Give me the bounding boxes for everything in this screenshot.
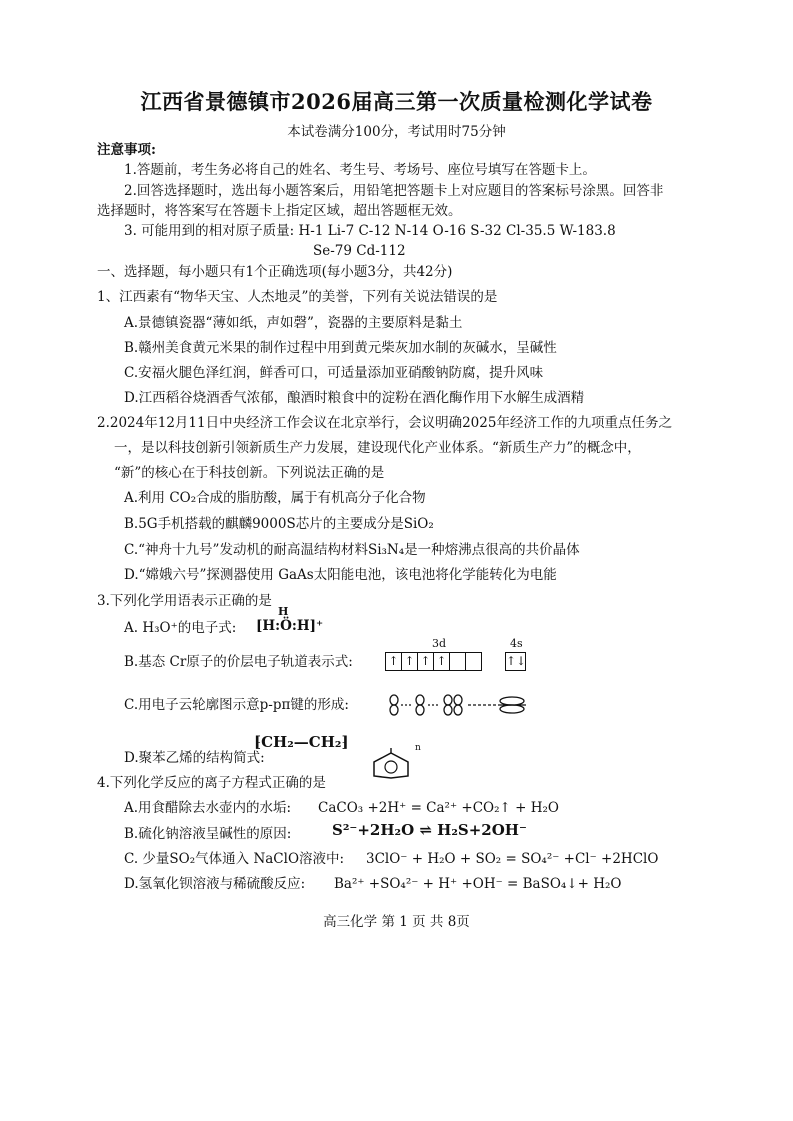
orbital-box	[449, 652, 466, 671]
notes-item-2-line-1: 2.回答选择题时，选出每小题答案后，用铅笔把答题卡上对应题目的答案标号涂黑。回答非	[124, 183, 664, 199]
q3-b-3d-orbitals	[385, 652, 481, 671]
exam-subtitle: 本试卷满分100分，考试用时75分钟	[287, 124, 506, 140]
notes-item-3-line-2: Se-79 Cd-112	[313, 243, 406, 259]
q1-stem: 1、江西素有“物华天宝、人杰地灵”的美誉，下列有关说法错误的是	[97, 289, 498, 305]
orbital-box: ↑	[401, 652, 418, 671]
q4-stem: 4.下列化学反应的离子方程式正确的是	[97, 775, 326, 791]
q2-stem-line-2: 一，是以科技创新引领新质生产力发展，建设现代化产业体系。“新质生产力”的概念中，	[114, 440, 641, 456]
notes-heading: 注意事项:	[97, 142, 156, 158]
orbital-box: ↑	[417, 652, 434, 671]
q1-option-a: A.景德镇瓷器“薄如纸，声如磬”，瓷器的主要原料是黏土	[124, 315, 463, 331]
q1-option-b: B.赣州美食黄元米果的制作过程中用到黄元柴灰加水制的灰碱水，呈碱性	[124, 340, 557, 356]
notes-item-2-line-2: 选择题时，将答案写在答题卡上指定区域，超出答题框无效。	[97, 203, 462, 219]
q4-option-b-label: B.硫化钠溶液呈碱性的原因:	[124, 826, 292, 842]
orbital-box	[465, 652, 482, 671]
orbital-box: ↑	[433, 652, 450, 671]
q3-a-electron-formula: [H:Ö:H]⁺	[256, 618, 324, 634]
q3-stem: 3.下列化学用语表示正确的是	[97, 593, 272, 609]
q3-b-4s-orbital	[505, 652, 525, 671]
q4-option-d-label: D.氢氧化钡溶液与稀硫酸反应:	[124, 876, 306, 892]
exam-title: 江西省景德镇市2026届高三第一次质量检测化学试卷	[140, 89, 653, 114]
q2-option-d: D.“嫦娥六号”探测器使用 GaAs太阳能电池，该电池将化学能转化为电能	[124, 567, 557, 583]
q3-option-d-label: D.聚苯乙烯的结构简式:	[124, 750, 265, 766]
q3-option-b-label: B.基态 Cr原子的价层电子轨道表示式:	[124, 654, 353, 670]
p-p-pi-bond-diagram	[386, 693, 536, 717]
q2-option-c: C.“神舟十九号”发动机的耐高温结构材料Si₃N₄是一种熔沸点很高的共价晶体	[124, 542, 580, 558]
q1-option-d: D.江西稻谷烧酒香气浓郁，酿酒时粮食中的淀粉在酒化酶作用下水解生成酒精	[124, 390, 585, 406]
q2-option-a: A.利用 CO₂合成的脂肪酸，属于有机高分子化合物	[124, 490, 426, 506]
q3-option-a-label: A. H₃O⁺的电子式:	[124, 620, 237, 636]
q3-b-3d-label: 3d	[432, 637, 447, 650]
q3-d-polymer-formula: ⁅CH₂—CH₂⁆	[254, 733, 349, 751]
orbital-box: ↑	[385, 652, 402, 671]
q4-option-c-equation: 3ClO⁻ + H₂O + SO₂ = SO₄²⁻ +Cl⁻ +2HClO	[366, 851, 659, 867]
q3-b-4s-label: 4s	[510, 637, 523, 650]
q2-stem-line-3: “新”的核心在于科技创新。下列说法正确的是	[114, 465, 385, 481]
q4-option-c-label: C. 少量SO₂气体通入 NaClO溶液中:	[124, 851, 345, 867]
section-heading: 一、选择题，每小题只有1个正确选项(每小题3分，共42分)	[97, 264, 453, 280]
notes-item-1: 1.答题前，考生务必将自己的姓名、考生号、考场号、座位号填写在答题卡上。	[124, 162, 596, 178]
q4-option-a-label: A.用食醋除去水壶内的水垢:	[124, 800, 292, 816]
q3-option-c-label: C.用电子云轮廓图示意p-pπ键的形成:	[124, 697, 349, 713]
notes-item-3-line-1: 3. 可能用到的相对原子质量: H-1 Li-7 C-12 N-14 O-16 S-32 Cl-35.5 W-183.8	[124, 223, 616, 239]
page-footer: 高三化学 第 1 页 共 8页	[323, 914, 470, 930]
q3-a-top-h: H	[278, 605, 289, 618]
q3-d-n-subscript: n	[415, 743, 421, 753]
q4-option-b-equation: S²⁻+2H₂O ⇌ H₂S+2OH⁻	[332, 821, 527, 839]
benzene-ring	[370, 748, 412, 780]
q2-stem-line-1: 2.2024年12月11日中央经济工作会议在北京举行，会议明确2025年经济工作的九项重点任务之	[97, 415, 672, 431]
q4-option-d-equation: Ba²⁺ +SO₄²⁻ + H⁺ +OH⁻ = BaSO₄↓+ H₂O	[334, 876, 622, 892]
orbital-box: ↑↓	[505, 652, 526, 671]
q1-option-c: C.安福火腿色泽红润，鲜香可口，可适量添加亚硝酸钠防腐，提升风味	[124, 365, 544, 381]
q2-option-b: B.5G手机搭载的麒麟9000S芯片的主要成分是SiO₂	[124, 516, 434, 532]
q4-option-a-equation: CaCO₃ +2H⁺ = Ca²⁺ +CO₂↑ + H₂O	[318, 800, 559, 816]
